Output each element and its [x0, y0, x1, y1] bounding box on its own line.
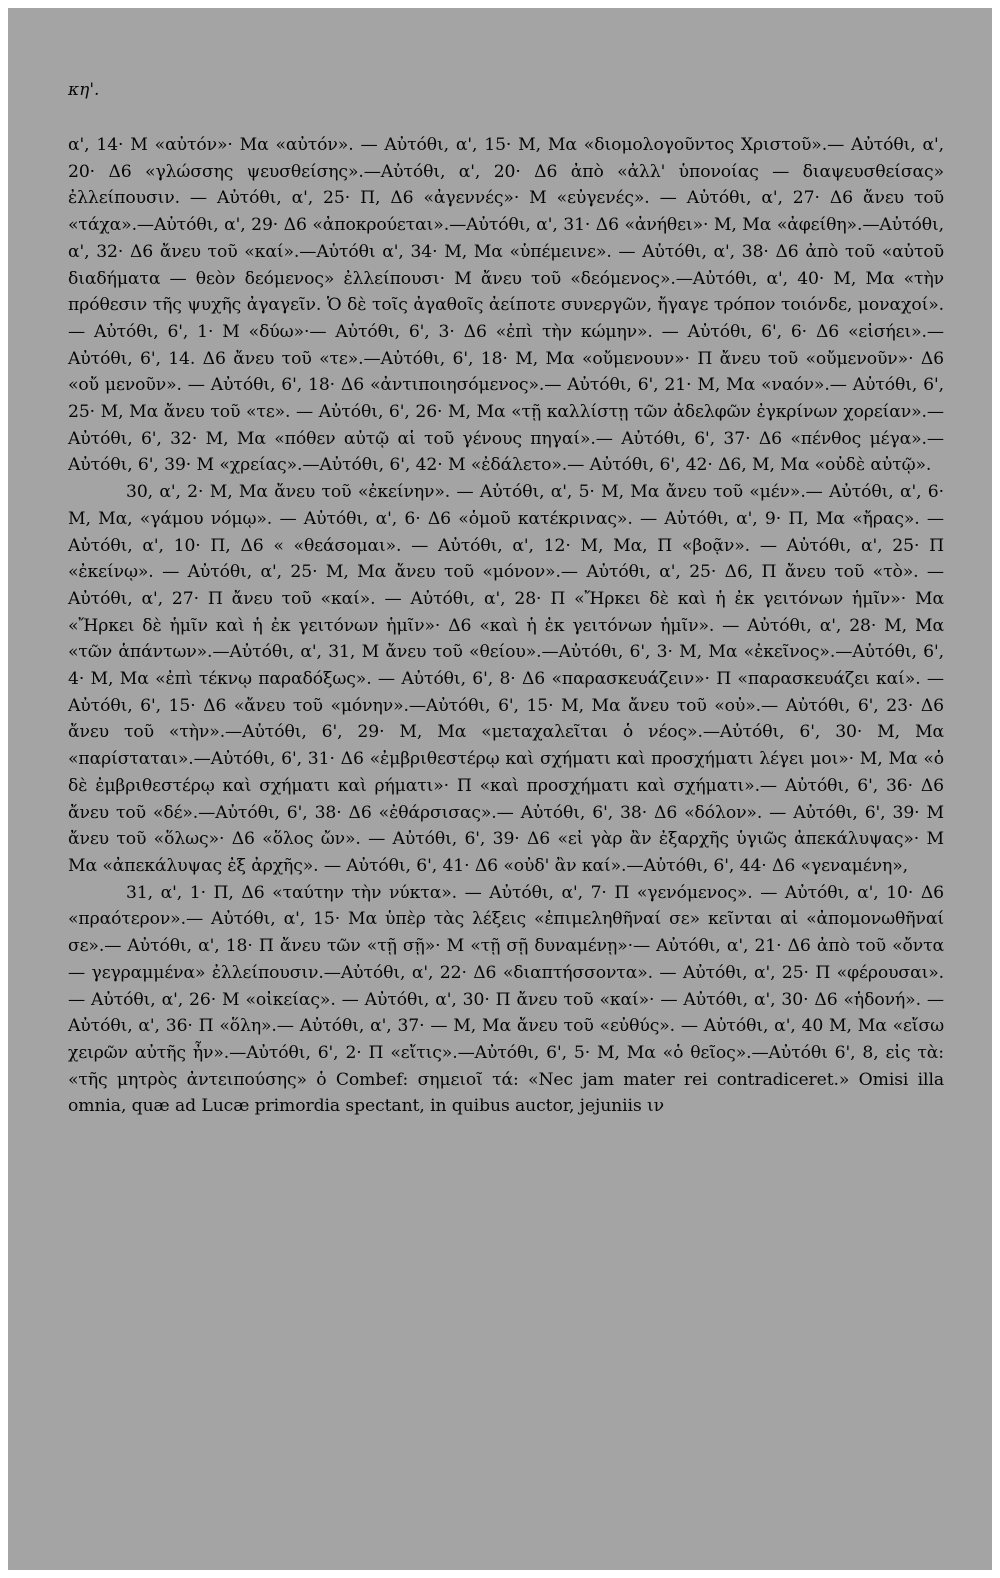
paragraph: α', 14· Μ «αὐτόν»· Μα «αὐτόν». — Αὐτόθι, α', 15· Μ, Μα «διομολογοῦντος Χριστοῦ».— Αὐτόθι, α', 20· Δ6 «γλώσσης ψευσθείσης».—Αὐτόθι, α', 20· Δ6 ἀπὸ «ἀλλ' ὑπονοίας — διαψευσθείσας» ἐλλείπουσιν. — Αὐτόθι, α', 25· Π, Δ6 «ἀγεννές»· Μ «εὐγενές». — Αὐτόθι, α', 27· Δ6 ἄνευ τοῦ «τάχα».—Αὐτόθι, α', 29· Δ6 «ἀποκρούεται».—Αὐτόθι, α', 31· Δ6 «ἀνήθει»· Μ, Μα «ἀφείθη».—Αὐτόθι, α', 32· Δ6 ἄνευ τοῦ «καί».—Αὐτόθι α', 34· Μ, Μα «ὑπέμεινε». — Αὐτόθι, α', 38· Δ6 ἀπὸ τοῦ «αὐτοῦ διαδήματα — θεὸν δεόμενος» ἐλλείπουσι· Μ ἄνευ τοῦ «δεόμενος».—Αὐτόθι, α', 40· Μ, Μα «τὴν πρόθεσιν τῆς ψυχῆς ἀγαγεῖν. Ὁ δὲ τοῖς ἀγαθοῖς ἀείποτε συνεργῶν, ἤγαγε τρόπον τοιόνδε, μοναχοί». — Αὐτόθι, 6', 1· Μ «δύω»·— Αὐτόθι, 6', 3· Δ6 «ἐπὶ τὴν κώμην». — Αὐτόθι, 6', 6· Δ6 «εἰσήει».— Αὐτόθι, 6', 14. Δ6 ἄνευ τοῦ «τε».—Αὐτόθι, 6', 18· Μ, Μα «οὔμενουν»· Π ἄνευ τοῦ «οὔμενοῦν»· Δ6 «οὔ μενοῦν». — Αὐτόθι, 6', 18· Δ6 «ἀντιποιησόμενος».— Αὐτόθι, 6', 21· Μ, Μα «ναόν».— Αὐτόθι, 6', 25· Μ, Μα ἄνευ τοῦ «τε». — Αὐτόθι, 6', 26· Μ, Μα «τῇ καλλίστῃ τῶν ἀδελφῶν ἐγκρίνων χορείαν».— Αὐτόθι, 6', 32· Μ, Μα «πόθεν αὐτῷ αἱ τοῦ γένους πηγαί».— Αὐτόθι, 6', 37· Δ6 «πένθος μέγα».—Αὐτόθι, 6', 39· Μ «χρείας».—Αὐτόθι, 6', 42· Μ «ἐδάλετο».— Αὐτόθι, 6', 42· Δ6, Μ, Μα «οὐδὲ αὐτῷ».	[68, 135, 944, 476]
page-number: κη'.	[68, 80, 100, 100]
paragraph: 30, α', 2· Μ, Μα ἄνευ τοῦ «ἐκείνην». — Αὐτόθι, α', 5· Μ, Μα ἄνευ τοῦ «μέν».— Αὐτόθι, α', 6· Μ, Μα, «γάμου νόμῳ». — Αὐτόθι, α', 6· Δ6 «ὁμοῦ κατέκρινας». — Αὐτόθι, α', 9· Π, Μα «ἤρας». — Αὐτόθι, α', 10· Π, Δ6 « «θεάσομαι». — Αὐτόθι, α', 12· Μ, Μα, Π «βοᾷν». — Αὐτόθι, α', 25· Π «ἐκείνῳ». — Αὐτόθι, α', 25· Μ, Μα ἄνευ τοῦ «μόνον».— Αὐτόθι, α', 25· Δ6, Π ἄνευ τοῦ «τὸ». — Αὐτόθι, α', 27· Π ἄνευ τοῦ «καί». — Αὐτόθι, α', 28· Π «Ἤρκει δὲ καὶ ἡ ἐκ γειτόνων ἡμῖν»· Μα «Ἤρκει δὲ ἡμῖν καὶ ἡ ἐκ γειτόνων ἡμῖν»· Δ6 «καὶ ἡ ἐκ γειτόνων ἡμῖν». — Αὐτόθι, α', 28· Μ, Μα «τῶν ἁπάντων».—Αὐτόθι, α', 31, Μ ἄνευ τοῦ «θείου».—Αὐτόθι, 6', 3· Μ, Μα «ἐκεῖνος».—Αὐτόθι, 6', 4· Μ, Μα «ἐπὶ τέκνῳ παραδόξως». — Αὐτόθι, 6', 8· Δ6 «παρασκευάζειν»· Π «παρασκευάζει καί». — Αὐτόθι, 6', 15· Δ6 «ἄνευ τοῦ «μόνην».—Αὐτόθι, 6', 15· Μ, Μα ἄνευ τοῦ «οὐ».— Αὐτόθι, 6', 23· Δ6 ἄνευ τοῦ «τὴν».—Αὐτόθι, 6', 29· Μ, Μα «μεταχαλεῖται ὁ νέος».—Αὐτόθι, 6', 30· Μ, Μα «παρίσταται».—Αὐτόθι, 6', 31· Δ6 «ἐμβριθεστέρῳ καὶ σχήματι καὶ προσχήματι λέγει μοι»· Μ, Μα «ὁ δὲ ἐμβριθεστέρῳ καὶ σχήματι καὶ ρήματι»· Π «καὶ προσχήματι καὶ σχήματι».— Αὐτόθι, 6', 36· Δ6 ἄνευ τοῦ «δέ».—Αὐτόθι, 6', 38· Δ6 «ἐθάρσισας».— Αὐτόθι, 6', 38· Δ6 «δόλον». — Αὐτόθι, 6', 39· Μ ἄνευ τοῦ «ὅλως»· Δ6 «ὅλος ὤν». — Αὐτόθι, 6', 39· Δ6 «εἰ γὰρ ἂν ἐξαρχῆς ὑγιῶς ἀπεκάλυψας»· Μ Μα «ἀπεκάλυψας ἐξ ἀρχῆς». — Αὐτόθι, 6', 41· Δ6 «οὐδ' ἂν καί».—Αὐτόθι, 6', 44· Δ6 «γεναμένη»,	[68, 482, 944, 876]
document-page	[8, 8, 992, 1570]
critical-apparatus-text	[68, 132, 944, 1120]
paragraph: 31, α', 1· Π, Δ6 «ταύτην τὴν νύκτα». — Αὐτόθι, α', 7· Π «γενόμενος». — Αὐτόθι, α', 10· Δ6 «πραότερον».— Αὐτόθι, α', 15· Μα ὑπὲρ τὰς λέξεις «ἐπιμεληθῆναί σε» κεῖνται αἱ «ἀπομονωθῆναί σε».— Αὐτόθι, α', 18· Π ἄνευ τῶν «τῇ σῇ»· Μ «τῇ σῇ δυναμένῃ»·— Αὐτόθι, α', 21· Δ6 ἀπὸ τοῦ «ὄντα — γεγραμμένα» ἐλλείπουσιν.—Αὐτόθι, α', 22· Δ6 «διαπτήσσοντα». — Αὐτόθι, α', 25· Π «φέρουσαι». — Αὐτόθι, α', 26· Μ «οἰκείας». — Αὐτόθι, α', 30· Π ἄνευ τοῦ «καί»· — Αὐτόθι, α', 30· Δ6 «ἡδονή». — Αὐτόθι, α', 36· Π «ὅλη».— Αὐτόθι, α', 37· — Μ, Μα ἄνευ τοῦ «εὐθύς». — Αὐτόθι, α', 40 Μ, Μα «εἴσω χειρῶν αὐτῆς ἦν».—Αὐτόθι, 6', 2· Π «εἴτις».—Αὐτόθι, 6', 5· Μ, Μα «ὁ θεῖος».—Αὐτόθι 6', 8, εἰς τὰ: «τῆς μητρὸς ἀντειπούσης» ὁ Combef: σημειοῖ τά: «Nec jam mater rei contradiceret.» Omisi illa omnia, quæ ad Lucæ primordia spectant, in quibus auctor, jejuniis ιν	[68, 882, 944, 1117]
